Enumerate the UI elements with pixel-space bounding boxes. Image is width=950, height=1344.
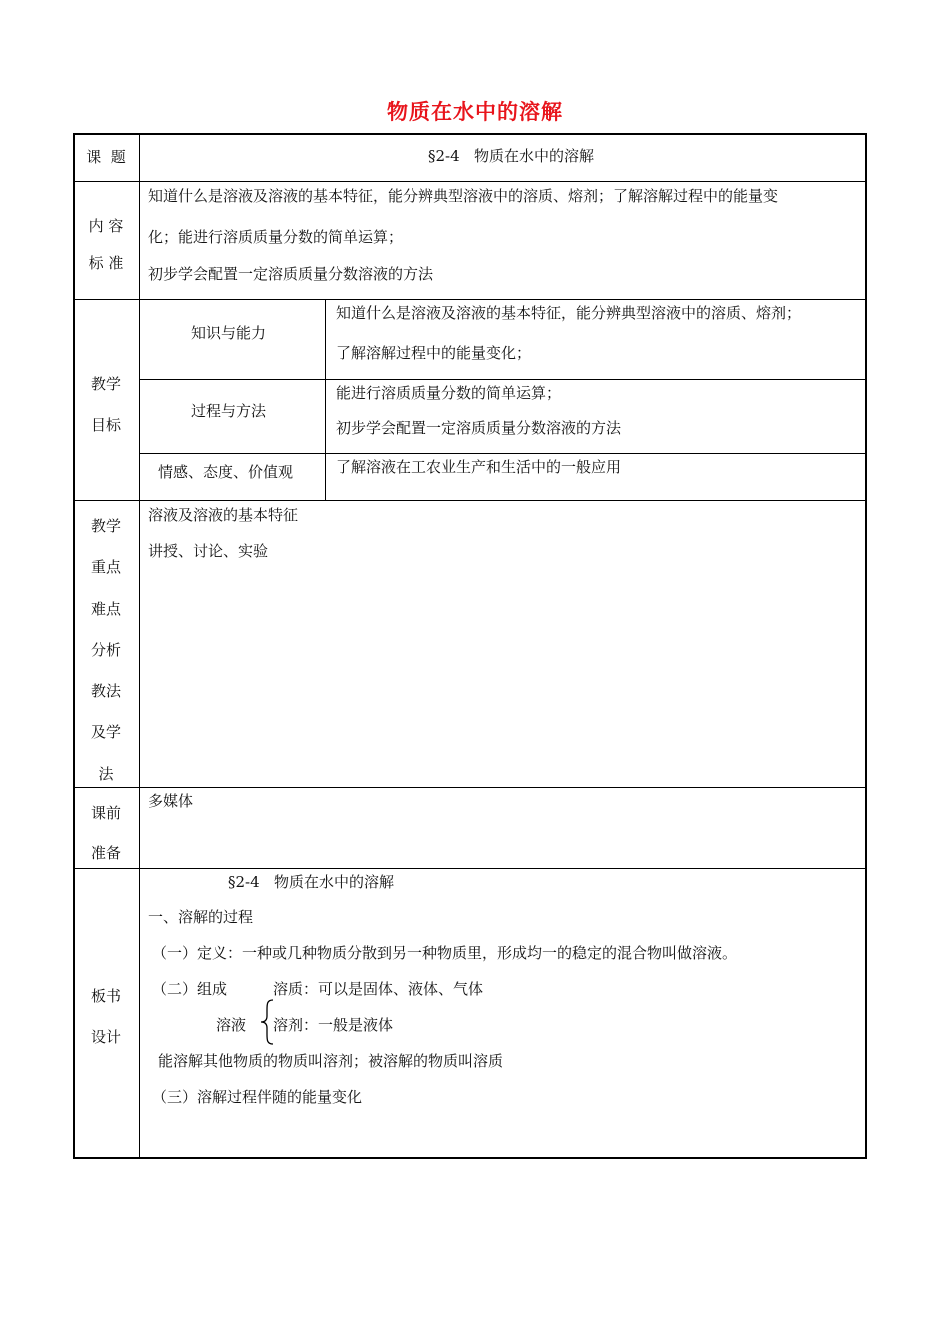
- page-title: 物质在水中的溶解: [387, 100, 563, 124]
- row-divider: [73, 299, 867, 300]
- goals-sub-row-divider: [139, 379, 867, 380]
- row-divider: [73, 181, 867, 182]
- board-solution: 溶液: [216, 1016, 247, 1034]
- row-divider: [73, 500, 867, 501]
- emotion-attitude-line-1: 了解溶液在工农业生产和生活中的一般应用: [336, 458, 622, 476]
- content-standard-label: 内 容 标 准: [88, 217, 124, 272]
- key-points-line-2: 讲授、讨论、实验: [148, 542, 269, 560]
- label-column-divider: [139, 133, 140, 1159]
- knowledge-ability-line-1: 知道什么是溶液及溶液的基本特征，能分辨典型溶液中的溶质、熔剂；: [336, 304, 802, 322]
- key-points-label: 教学 重点 难点 分析 教法 及学 法: [90, 517, 121, 783]
- board-solute: 溶质：可以是固体、液体、气体: [273, 980, 484, 998]
- knowledge-ability-label: 知识与能力: [191, 324, 267, 342]
- board-design-label: 板书 设计: [90, 987, 121, 1046]
- table-border-right: [865, 133, 867, 1159]
- content-standard-line-1: 知道什么是溶液及溶液的基本特征，能分辨典型溶液中的溶质、熔剂；了解溶解过程中的能量变: [148, 187, 779, 205]
- content-standard-line-2: 化；能进行溶质质量分数的简单运算；: [148, 228, 404, 246]
- content-standard-line-3: 初步学会配置一定溶质质量分数溶液的方法: [148, 265, 434, 283]
- board-section-1: 一、溶解的过程: [148, 908, 254, 926]
- preparation-label: 课前 准备: [90, 804, 121, 862]
- board-heading: §2-4 物质在水中的溶解: [228, 873, 394, 891]
- process-method-line-2: 初步学会配置一定溶质质量分数溶液的方法: [336, 419, 622, 437]
- row-divider: [73, 868, 867, 869]
- board-energy: （三）溶解过程伴随的能量变化: [152, 1088, 363, 1106]
- goals-sub-divider: [325, 299, 326, 500]
- process-method-label: 过程与方法: [191, 402, 267, 420]
- key-points-line-1: 溶液及溶液的基本特征: [148, 506, 299, 524]
- row-divider: [73, 787, 867, 788]
- lesson-plan-table: [73, 133, 867, 1159]
- board-definition: （一）定义：一种或几种物质分散到另一种物质里，形成均一的稳定的混合物叫做溶液。: [152, 944, 738, 962]
- board-note: 能溶解其他物质的物质叫溶剂；被溶解的物质叫溶质: [158, 1052, 504, 1070]
- table-border-bottom: [73, 1157, 867, 1159]
- knowledge-ability-line-2: 了解溶解过程中的能量变化；: [336, 344, 532, 362]
- topic-label: 课 题: [86, 148, 126, 166]
- teaching-goals-label: 教学 目标: [90, 375, 121, 434]
- board-solvent: 溶剂：一般是液体: [273, 1016, 394, 1034]
- preparation-value: 多媒体: [148, 792, 194, 810]
- topic-value: §2-4 物质在水中的溶解: [428, 147, 594, 165]
- process-method-line-1: 能进行溶质质量分数的简单运算；: [336, 384, 562, 402]
- emotion-attitude-label: 情感、态度、价值观: [158, 463, 294, 481]
- table-border-top: [73, 133, 867, 135]
- board-composition: （二）组成: [152, 980, 228, 998]
- goals-sub-row-divider: [139, 453, 867, 454]
